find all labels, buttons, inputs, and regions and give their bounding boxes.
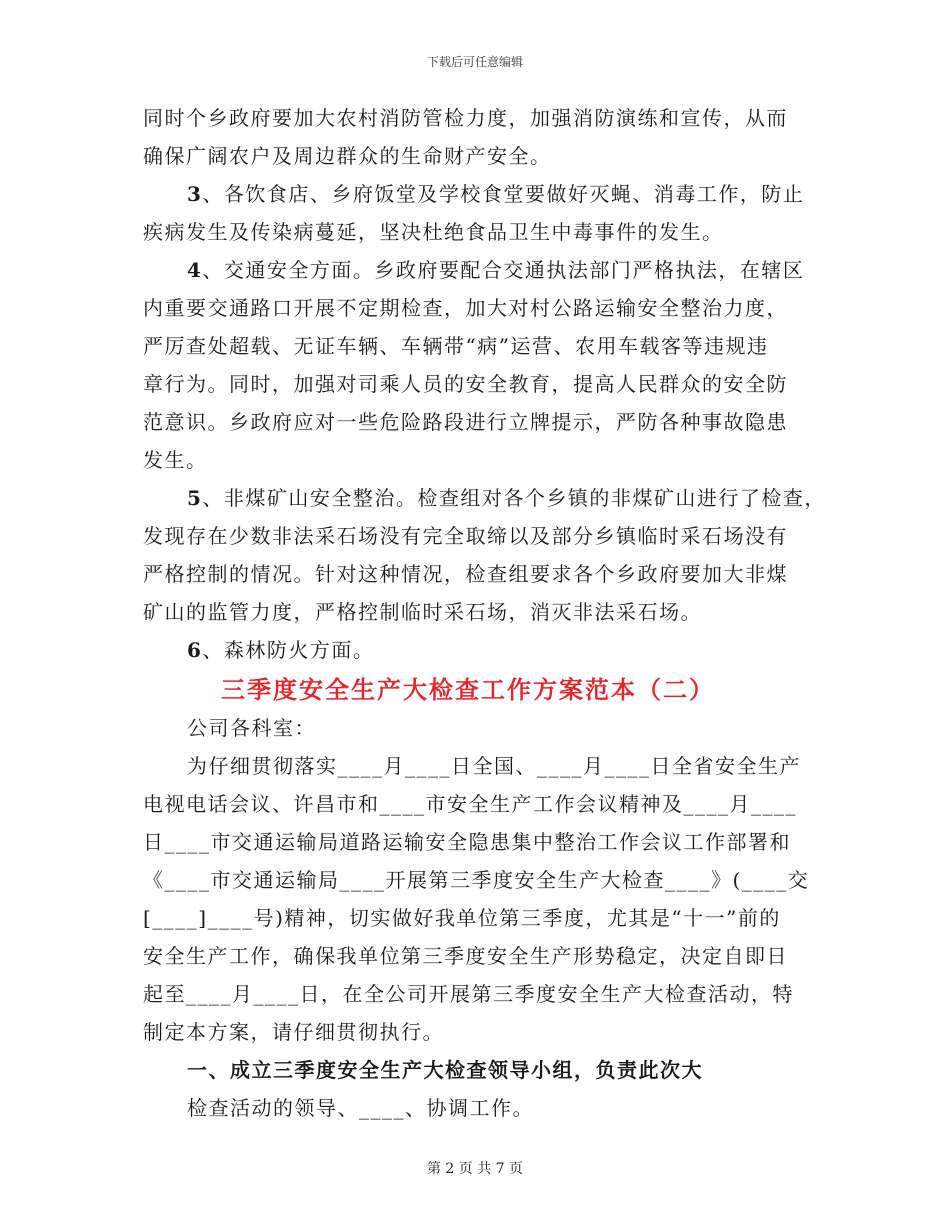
body-line: 发现存在少数非法采石场没有完全取缔以及部分乡镇临时采石场没有 [143, 524, 788, 548]
section-heading: 一、成立三季度安全生产大检查领导小组，负责此次大 [187, 1058, 703, 1082]
body-line: 同时个乡政府要加大农村消防管检力度，加强消防演练和宣传，从而 [143, 106, 788, 130]
body-line: 电视电话会议、许昌市和____市安全生产工作会议精神及____月____ [143, 792, 797, 816]
body-line: 检查活动的领导、____、协调工作。 [187, 1096, 534, 1120]
body-line: 范意识。乡政府应对一些危险路段进行立牌提示，严防各种事故隐患 [143, 410, 788, 434]
body-line: 发生。 [143, 448, 208, 472]
item-5-line: 5、非煤矿山安全整治。检查组对各个乡镇的非煤矿山进行了检查， [187, 486, 826, 510]
item-3-line: 3、各饮食店、乡府饭堂及学校食堂要做好灭蝇、消毒工作，防止 [187, 182, 805, 206]
page-number: 第 2 页 共 7 页 [426, 1161, 524, 1177]
body-line: 疾病发生及传染病蔓延，坚决杜绝食品卫生中毒事件的发生。 [143, 220, 724, 244]
body-line: 矿山的监管力度，严格控制临时采石场，消灭非法采石场。 [143, 600, 702, 624]
body-line: 严厉查处超载、无证车辆、车辆带“病”运营、农用车载客等违规违 [143, 334, 769, 358]
body-line: 严格控制的情况。针对这种情况，检查组要求各个乡政府要加大非煤 [143, 562, 788, 586]
body-line: [____]____号)精神，切实做好我单位第三季度，尤其是“十一”前的 [143, 906, 781, 930]
item-number: 5 [187, 486, 203, 510]
item-number: 4 [187, 258, 203, 282]
header-note: 下载后可任意编辑 [426, 55, 523, 69]
body-line: 起至____月____日，在全公司开展第三季度安全生产大检查活动，特 [143, 982, 794, 1006]
document-body [143, 106, 826, 1136]
body-line: 内重要交通路口开展不定期检查，加大对村公路运输安全整治力度， [143, 296, 788, 320]
body-line: 章行为。同时，加强对司乘人员的安全教育，提高人民群众的安全防 [143, 372, 788, 396]
body-line: 《____市交通运输局____开展第三季度安全生产大检查____》(____交 [143, 868, 810, 892]
body-line: 安全生产工作，确保我单位第三季度安全生产形势稳定，决定自即日 [143, 944, 788, 968]
item-number: 3 [187, 182, 203, 206]
item-6-line: 6、森林防火方面。 [187, 638, 375, 662]
body-line: 制定本方案，请仔细贯彻执行。 [143, 1020, 444, 1044]
item-number: 6 [187, 638, 203, 662]
section-title: 三季度安全生产大检查工作方案范本（二） [221, 675, 715, 704]
item-4-line: 4、交通安全方面。乡政府要配合交通执法部门严格执法，在辖区 [187, 258, 805, 282]
salutation: 公司各科室： [187, 716, 316, 740]
body-line: 日____市交通运输局道路运输安全隐患集中整治工作会议工作部署和 [143, 830, 791, 854]
body-line: 确保广阔农户及周边群众的生命财产安全。 [143, 144, 552, 168]
body-line: 为仔细贯彻落实____月____日全国、____月____日全省安全生产 [187, 754, 801, 778]
